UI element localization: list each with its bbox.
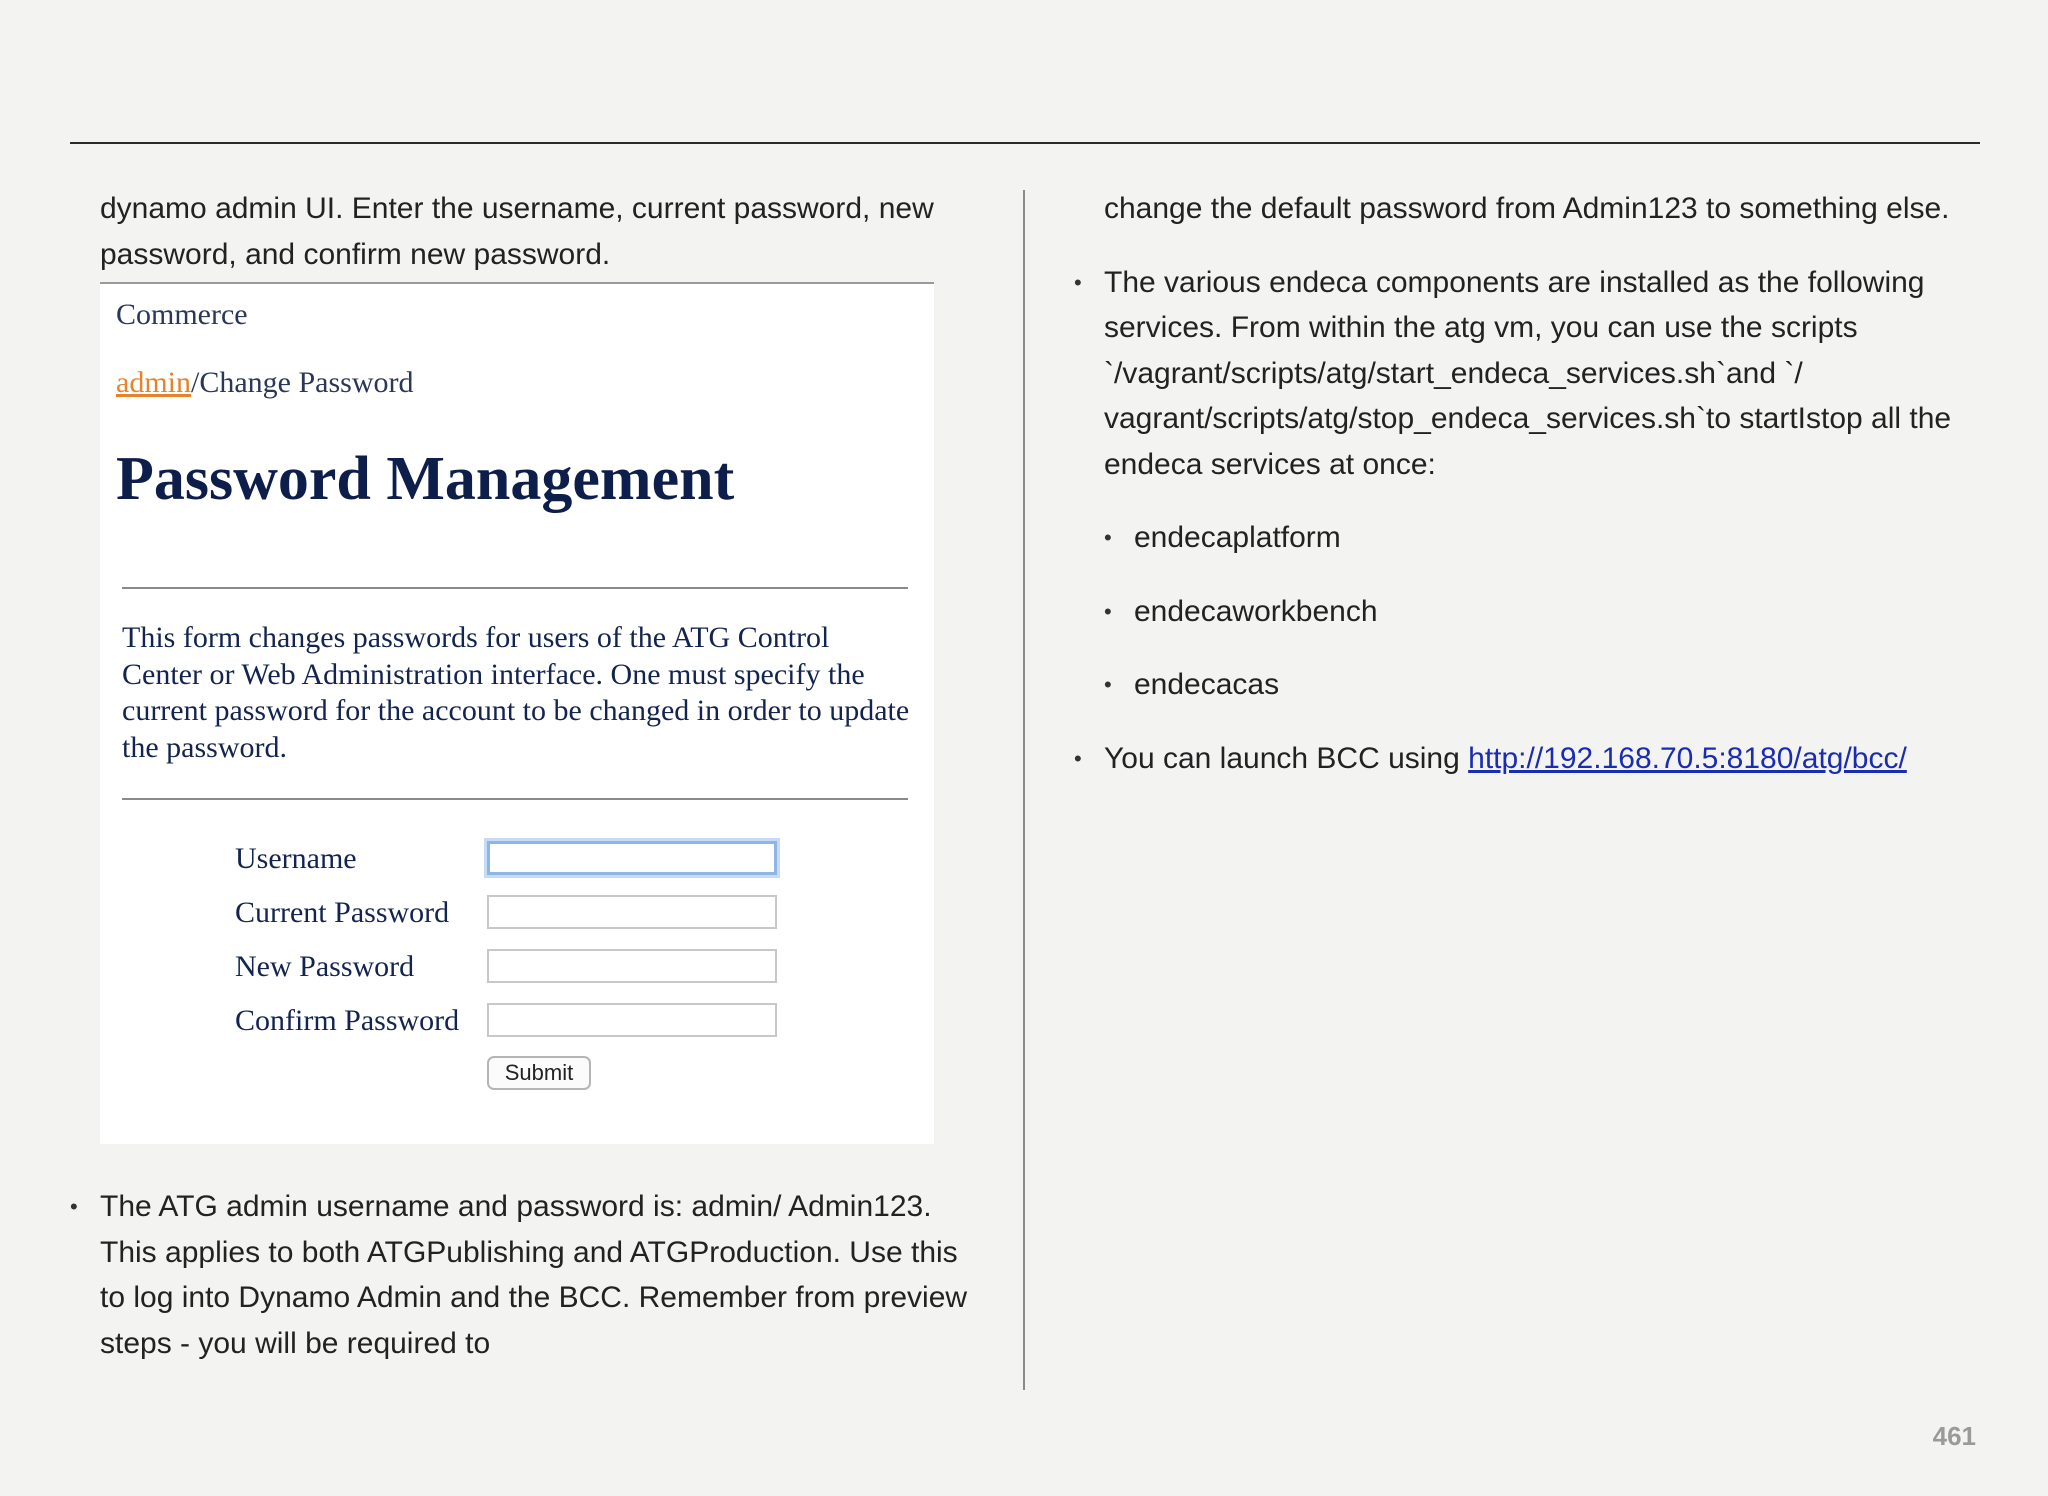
submit-button[interactable]: Submit: [487, 1056, 591, 1090]
admin-credentials-text: The ATG admin username and password is: admin/ Admin123. This applies to both ATGPublishing and ATGProduction. Use this to log into Dynamo Admin and the BCC. Remember from preview steps - you will be required to: [100, 1190, 968, 1360]
bullet-icon: •: [1074, 269, 1082, 295]
divider-top: [122, 587, 908, 589]
top-rule: [70, 142, 1980, 144]
new-password-label: New Password: [235, 950, 415, 983]
sub-bullet-text: endecacas: [1134, 668, 1280, 701]
breadcrumb-current: /Change Password: [191, 366, 414, 399]
breadcrumb-admin-link[interactable]: admin: [116, 366, 191, 399]
breadcrumb: [116, 366, 413, 400]
left-intro-text: dynamo admin UI. Enter the username, current password, new password, and confirm new password.: [100, 192, 934, 271]
page-number: 461: [1932, 1421, 1976, 1451]
sub-bullet-text: endecaworkbench: [1134, 594, 1378, 628]
right-continuation-text: change the default password from Admin123 to something else.: [1104, 192, 1950, 225]
current-password-input[interactable]: [487, 895, 777, 929]
form-description: This form changes passwords for users of the ATG Control Center or Web Administration interface. One must specify the current password for the account to be changed in order to update the password.: [122, 621, 910, 764]
sub-list-item: [1074, 515, 1994, 561]
sub-list-item: [1074, 662, 1994, 708]
new-password-input[interactable]: [487, 949, 777, 983]
column-divider: [1023, 190, 1025, 1390]
sub-list-item: [1074, 589, 1994, 635]
bullet-icon: •: [1074, 745, 1082, 771]
username-input[interactable]: [487, 841, 777, 875]
sub-bullet-text: endecaplatform: [1134, 521, 1341, 554]
list-item: [1074, 736, 1994, 782]
list-item: [70, 1184, 990, 1366]
page-heading: Password Management: [116, 445, 735, 513]
username-label: Username: [235, 842, 357, 875]
left-column: [70, 186, 970, 277]
left-bullet-list: [70, 1184, 990, 1366]
commerce-label: Commerce: [116, 298, 248, 331]
bcc-launch-text: You can launch BCC using: [1104, 741, 1469, 775]
confirm-password-input[interactable]: [487, 1003, 777, 1037]
embedded-screenshot: [100, 282, 934, 1144]
bullet-icon: •: [1104, 672, 1112, 697]
bcc-link[interactable]: http://192.168.70.5:8180/atg/bcc/: [1468, 741, 1907, 775]
bullet-icon: •: [1104, 598, 1112, 624]
endeca-services-text: The various endeca components are installed as the following services. From within the atg vm, you can use the scripts `/vagrant/scripts/atg/start_endeca_services.sh`and `/ vagrant/scripts/atg/stop_endeca_services.sh`to startIstop all the endeca services at once:: [1104, 265, 1952, 481]
current-password-label: Current Password: [235, 896, 450, 929]
divider-bottom: [122, 798, 908, 800]
confirm-password-label: Confirm Password: [235, 1004, 460, 1037]
bullet-icon: •: [70, 1194, 78, 1219]
list-item: [1074, 260, 1994, 488]
right-column: [1074, 186, 1994, 781]
bullet-icon: •: [1104, 525, 1112, 550]
